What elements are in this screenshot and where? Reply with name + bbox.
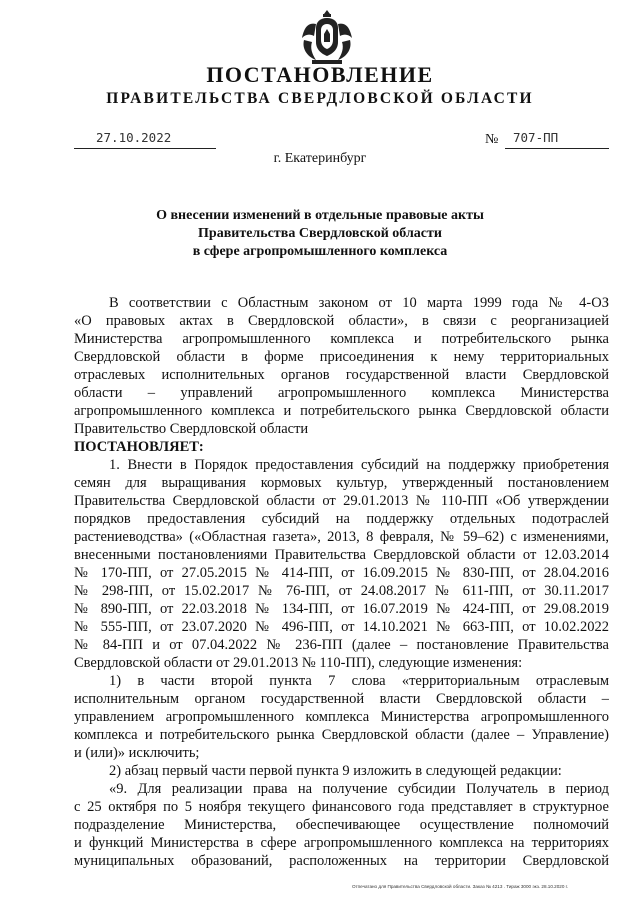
resolution-heading: ПОСТАНОВЛЯЕТ: xyxy=(74,439,204,455)
body-line: муниципальных образований, расположенных на территории Свердловской xyxy=(74,853,609,869)
body-line: и (или)» исключить; xyxy=(74,745,200,761)
body-line: исполнительным органом государственной власти Свердловской области – xyxy=(74,691,609,707)
body-line: 1) в части второй пункта 7 слова «территориальным отраслевым xyxy=(109,673,609,689)
body-line: «9. Для реализации права на получение субсидии Получатель в период xyxy=(109,781,609,797)
body-line: Правительство Свердловской области xyxy=(74,421,309,437)
body-line: порядков предоставления субсидий на поддержку отдельных подотраслей xyxy=(74,511,609,527)
body-line: внесенными постановлениями Правительства Свердловской области от 12.03.2014 xyxy=(74,547,609,563)
document-date: 27.10.2022 xyxy=(74,131,216,149)
document-title: ПОСТАНОВЛЕНИЕ xyxy=(206,62,434,87)
document-subject xyxy=(0,207,640,261)
document-issuer: ПРАВИТЕЛЬСТВА СВЕРДЛОВСКОЙ ОБЛАСТИ xyxy=(106,90,534,107)
body-line: комплекса и потребительского рынка Свердловской области (далее – Управление) xyxy=(74,727,609,743)
body-line: № 890-ПП, от 22.03.2018 № 134-ПП, от 16.07.2019 № 424-ПП, от 29.08.2019 xyxy=(74,601,609,617)
body-line: Свердловской области от 29.01.2013 № 110-ПП), следующие изменения: xyxy=(74,655,523,671)
body-line: области – управлений агропромышленного комплекса Министерства xyxy=(74,385,609,401)
document-number: 707-ПП xyxy=(505,131,609,149)
body-line: Правительства Свердловской области от 29.01.2013 № 110-ПП «Об утверждении xyxy=(74,493,609,509)
body-line: подразделение Министерства, обеспечивающее осуществление полномочий xyxy=(74,817,609,833)
body-line: № 84-ПП и от 07.04.2022 № 236-ПП (далее – постановление Правительства xyxy=(74,637,609,653)
document-city: г. Екатеринбург xyxy=(273,151,367,166)
body-line: 1. Внести в Порядок предоставления субсидий на поддержку приобретения xyxy=(109,457,609,473)
body-line: растениеводства» («Областная газета», 2013, 8 февраля, № 59–62) с изменениями, xyxy=(74,529,609,545)
body-line: агропромышленного комплекса и потребительского рынка Свердловской области xyxy=(74,403,609,419)
body-line: управлением агропромышленного комплекса Министерства агропромышленного xyxy=(74,709,609,725)
body-line: 2) абзац первый части первой пункта 9 изложить в следующей редакции: xyxy=(109,763,562,779)
subject-line: О внесении изменений в отдельные правовые акты xyxy=(156,208,484,223)
subject-line: в сфере агропромышленного комплекса xyxy=(192,244,448,259)
body-line: № 170-ПП, от 27.05.2015 № 414-ПП, от 16.09.2015 № 830-ПП, от 28.04.2016 xyxy=(74,565,609,581)
number-sign: № xyxy=(485,132,499,147)
body-line: «О правовых актах в Свердловской области», в связи с реорганизацией xyxy=(74,313,609,329)
body-line: и функций Министерства в сфере агропромышленного комплекса на территориях xyxy=(74,835,609,851)
body-line: отраслевых исполнительных органов государственной власти Свердловской xyxy=(74,367,609,383)
body-line: Свердловской области в форме присоединения к нему территориальных xyxy=(74,349,609,365)
body-line: Министерства агропромышленного комплекса и потребительского рынка xyxy=(74,331,609,347)
subject-line: Правительства Свердловской области xyxy=(198,226,442,241)
print-imprint: Отпечатано для Правительства Свердловской области. Заказ № 4213 . Тираж 3000 экз. 28.10.2020 г. xyxy=(352,884,569,889)
body-line: № 555-ПП, от 23.07.2020 № 496-ПП, от 14.10.2021 № 663-ПП, от 10.02.2022 xyxy=(74,619,609,635)
body-line: с 25 октября по 5 ноября текущего финансового года представляет в структурное xyxy=(74,799,609,815)
body-line: семян для выращивания кормовых культур, утвержденный постановлением xyxy=(74,475,609,491)
coat-of-arms-emblem xyxy=(298,8,356,66)
body-line: № 298-ПП, от 15.02.2017 № 76-ПП, от 24.08.2017 № 611-ПП, от 30.11.2017 xyxy=(74,583,609,599)
body-line: В соответствии с Областным законом от 10 марта 1999 года № 4-ОЗ xyxy=(109,295,609,311)
